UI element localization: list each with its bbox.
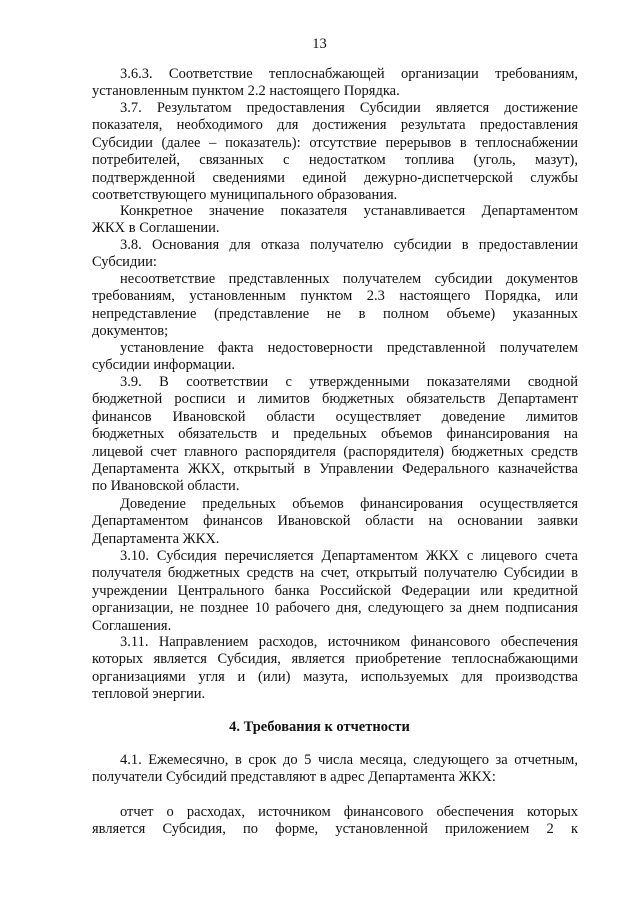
section-heading: 4. Требования к отчетности bbox=[229, 719, 410, 735]
paragraph bbox=[92, 374, 578, 496]
paragraph-line: Субсидии (далее – показатель): отсутствие перерывов в теплоснабжении bbox=[92, 134, 578, 151]
paragraph-line: Департаментом финансов Ивановской области на основании заявки bbox=[92, 513, 578, 530]
paragraph-line: бюджетной росписи и лимитов бюджетных обязательств Департамент bbox=[92, 391, 578, 408]
paragraph bbox=[92, 634, 578, 704]
paragraph-line: бюджетных обязательств и предельных объемов финансирования на bbox=[92, 426, 578, 443]
paragraph-line: учреждении Центрального банка Российской Федерации или кредитной bbox=[92, 582, 578, 599]
paragraph-line: получателя бюджетных средств на счет, открытый получателю Субсидии в bbox=[92, 565, 578, 582]
paragraph bbox=[92, 340, 578, 375]
paragraph-line: лицевой счет главного распорядителя (распорядителя) бюджетных средств bbox=[92, 443, 578, 460]
paragraph bbox=[92, 100, 578, 204]
paragraph-line: организациями угля и (или) мазута, используемых для производства bbox=[92, 668, 578, 685]
paragraph-line: 3.10. Субсидия перечисляется Департаментом ЖКХ с лицевого счета bbox=[120, 548, 578, 564]
paragraph-line: Конкретное значение показателя устанавливается Департаментом bbox=[120, 203, 578, 219]
paragraph-line: Доведение предельных объемов финансирования осуществляется bbox=[120, 496, 578, 512]
paragraph-line: соответствующего муниципального образования. bbox=[92, 186, 398, 203]
paragraph-line: организации, не позднее 10 рабочего дня, следующего за днем подписания bbox=[92, 600, 578, 617]
paragraph-line: получатели Субсидий представляют в адрес Департамента ЖКХ: bbox=[92, 769, 496, 786]
paragraph bbox=[92, 237, 578, 272]
paragraph-line: несоответствие представленных получателем субсидии документов bbox=[120, 271, 578, 287]
paragraph-line: Субсидии: bbox=[92, 254, 157, 271]
paragraph-line: 4.1. Ежемесячно, в срок до 5 числа месяца, следующего за отчетным, bbox=[120, 752, 578, 768]
paragraph-line: является Субсидия, по форме, установленной приложением 2 к bbox=[92, 821, 578, 838]
paragraph-line: непредставление (представление не в полном объеме) указанных bbox=[92, 305, 578, 322]
paragraph-line: 3.7. Результатом предоставления Субсидии является достижение bbox=[120, 100, 578, 116]
paragraph-line: Соглашения. bbox=[92, 617, 172, 634]
paragraph-line: 3.6.3. Соответствие теплоснабжающей организации требованиям, bbox=[120, 66, 578, 82]
paragraph-line: требованиям, установленным пунктом 2.3 настоящего Порядка, или bbox=[92, 288, 578, 305]
paragraph-line: документов; bbox=[92, 323, 169, 340]
paragraph bbox=[92, 496, 578, 548]
paragraph-line: 3.8. Основания для отказа получателю субсидии в предоставлении bbox=[120, 237, 578, 253]
page-number: 13 bbox=[312, 36, 327, 52]
paragraph-line: Департамента ЖКХ, открытый в Управлении Федерального казначейства bbox=[92, 460, 578, 477]
paragraph-line: отчет о расходах, источником финансового обеспечения которых bbox=[120, 804, 578, 820]
paragraph bbox=[92, 66, 578, 101]
paragraph-line: потребителей, связанных с недостатком топлива (уголь, мазут), bbox=[92, 152, 578, 169]
paragraph bbox=[92, 752, 578, 787]
paragraph-line: подтвержденной сведениями единой дежурно-диспетчерской службы bbox=[92, 169, 578, 186]
paragraph bbox=[92, 271, 578, 341]
paragraph bbox=[92, 203, 578, 238]
paragraph bbox=[92, 548, 578, 635]
paragraph-line: Департамента ЖКХ. bbox=[92, 530, 220, 547]
paragraph-line: ЖКХ в Соглашении. bbox=[92, 220, 220, 237]
paragraph-line: по Ивановской области. bbox=[92, 478, 240, 495]
paragraph bbox=[92, 804, 578, 839]
paragraph-line: которых является Субсидия, является приобретение теплоснабжающими bbox=[92, 651, 578, 668]
paragraph-line: установленным пунктом 2.2 настоящего Порядка. bbox=[92, 83, 400, 100]
paragraph-line: 3.11. Направлением расходов, источником финансового обеспечения bbox=[120, 634, 578, 650]
paragraph-line: 3.9. В соответствии с утвержденными показателями сводной bbox=[120, 374, 578, 390]
paragraph-line: субсидии информации. bbox=[92, 357, 236, 374]
paragraph-line: установление факта недостоверности представленной получателем bbox=[120, 340, 578, 356]
paragraph-line: показателя, необходимого для достижения результата предоставления bbox=[92, 117, 578, 134]
paragraph-line: тепловой энергии. bbox=[92, 686, 206, 703]
paragraph-line: финансов Ивановской области осуществляет доведение лимитов bbox=[92, 408, 578, 425]
